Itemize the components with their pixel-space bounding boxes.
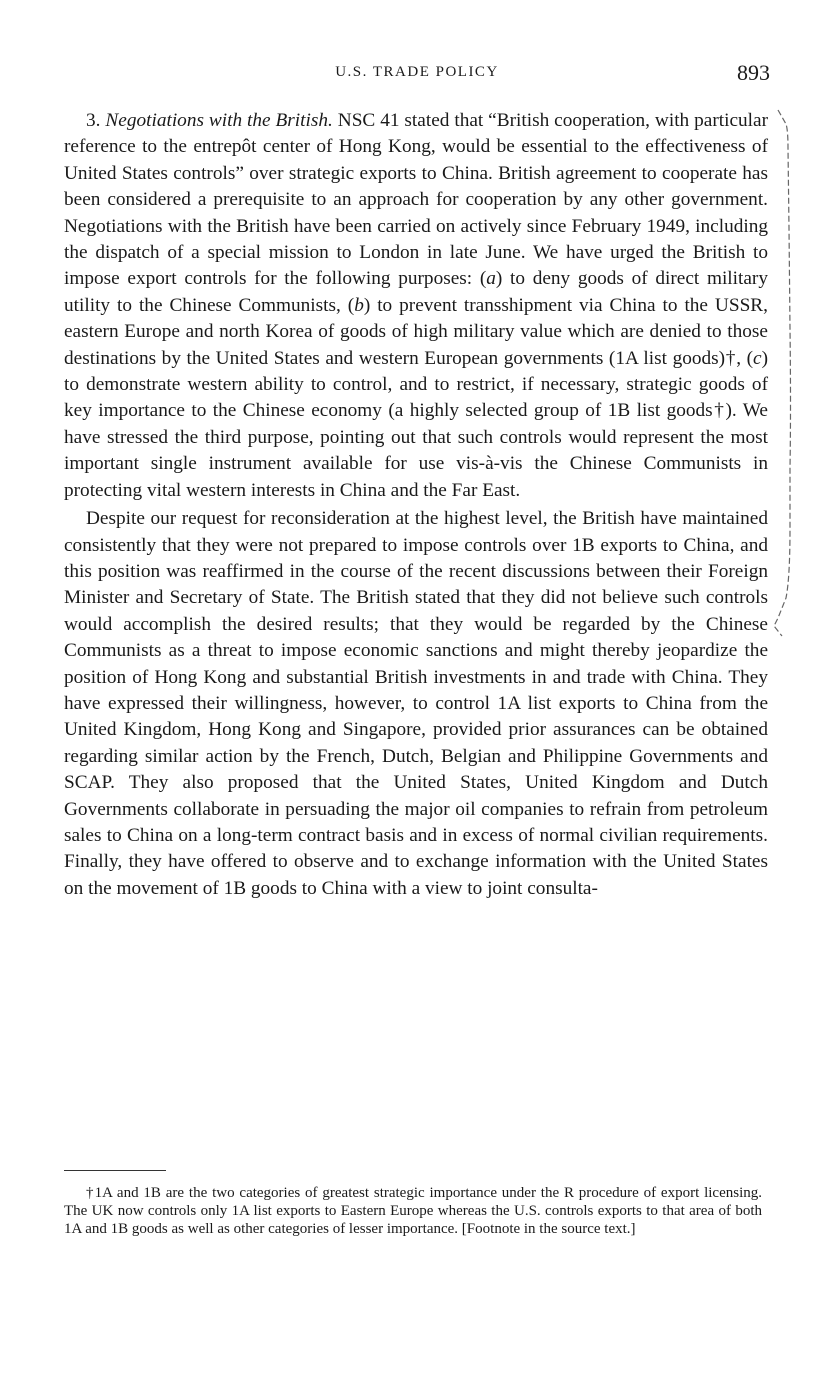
section-title: Negotiations with the British. — [105, 110, 333, 131]
paragraph-text-part-1: NSC 41 stated that “British cooperation, with particular reference to the entrepôt center of Hong Kong, would be essential to the effectiveness of United States controls” over strategic exports to China. British agreement to cooperate has been considered a prerequisite to an approach for cooperation by any other government. Negotiations with the British have been carried on actively since February 1949, including the dispatch of a special mission to London in late June. We have urged the British to impose export controls for the following purposes: ( — [64, 110, 768, 290]
footnote-rule — [64, 1170, 166, 1171]
paragraph-text-part-3: ) to prevent transshipment via China to the USSR, eastern Europe and north Korea of goods of high military value which are denied to those destinations by the United States and western European governments (1A list goods)†, ( — [64, 294, 768, 369]
body-text — [64, 108, 768, 902]
paragraph-text-part-4: ) to demonstrate western ability to control, and to restrict, if necessary, strategic goods of key importance to the Chinese economy (a highly selected group of 1B list goods†). We have stressed the third purpose, pointing out that such controls would represent the most important single instrument available for use vis-à-vis the Chinese Communists in protecting vital western interests in China and the Far East. — [64, 347, 768, 501]
paragraph-negotiations-with-british — [64, 108, 768, 504]
paragraph-text-part-2: ) to deny goods of direct military utility to the Chinese Communists, ( — [64, 268, 768, 316]
list-label-b: b — [354, 294, 364, 316]
margin-bracket-mark — [770, 108, 796, 638]
section-number: 3. — [86, 110, 106, 131]
footnote: †1A and 1B are the two categories of greatest strategic importance under the R procedure of export licensing. The UK now controls only 1A list exports to Eastern Europe whereas the U.S. controls exports to that area of both 1A and 1B goods as well as other categories of lesser importance. [Footnote in the source text.] — [64, 1185, 762, 1237]
list-label-c: c — [753, 347, 762, 369]
page-number: 893 — [737, 60, 770, 85]
running-head: U.S. TRADE POLICY — [335, 64, 499, 80]
paragraph-british-position: Despite our request for reconsideration at the highest level, the British have maintained consistently that they were not prepared to impose controls over 1B exports to China, and this position was reaffirmed in the course of the recent discussions between their Foreign Minister and Secretary of State. The British stated that they did not believe such controls would accomplish the desired results; that they would be regarded by the Chinese Communists as a threat to impose economic sanctions and might thereby jeopardize the position of Hong Kong and substantial British investments in and trade with China. They have expressed their willingness, however, to control 1A list exports to China from the United Kingdom, Hong Kong and Singapore, provided prior assurances can be obtained regarding similar action by the French, Dutch, Belgian and Philippine Governments and SCAP. They also proposed that the United States, United Kingdom and Dutch Governments collaborate in persuading the major oil companies to refrain from petroleum sales to China on a long-term contract basis and in excess of normal civilian requirements. Finally, they have offered to observe and to exchange information with the United States on the movement of 1B goods to China with a view to joint consulta- — [64, 508, 768, 899]
page-header — [64, 60, 770, 94]
list-label-a: a — [486, 268, 496, 290]
